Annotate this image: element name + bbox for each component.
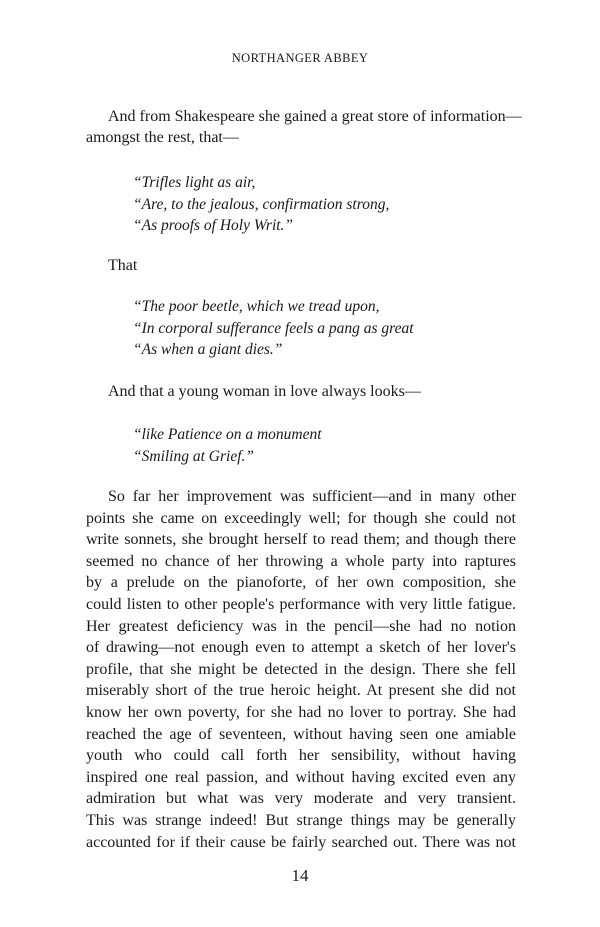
verse-quote-3 xyxy=(133,424,533,467)
verse-line: “Smiling at Grief.” xyxy=(133,447,255,465)
verse-quote-2 xyxy=(133,296,533,361)
running-head: NORTHANGER ABBEY xyxy=(231,51,369,65)
verse-quote-1 xyxy=(133,172,533,237)
love-line: And that a young woman in love always looks— xyxy=(108,383,421,400)
verse-line: “Are, to the jealous, confirmation strong, xyxy=(133,195,390,213)
paragraph-line: So far her improvement was sufficient—and in many other xyxy=(108,488,516,505)
verse-line: “As when a giant dies.” xyxy=(133,341,283,358)
intro-line: And from Shakespeare she gained a great store of information— xyxy=(108,108,522,125)
verse-line: “like Patience on a monument xyxy=(133,426,322,443)
paragraph-line: by a prelude on the pianoforte, of her own composition, she xyxy=(86,574,516,592)
verse-line: “In corporal sufferance feels a pang as great xyxy=(133,319,414,337)
intro-line: amongst the rest, that— xyxy=(86,129,239,147)
body-paragraph xyxy=(86,486,516,853)
paragraph-line: admiration but what was very moderate and very transient. xyxy=(86,790,516,808)
intro-paragraph xyxy=(86,106,522,149)
paragraph-line: profile, that she might be detected in the design. There she fell xyxy=(86,660,516,678)
that-paragraph xyxy=(86,255,516,276)
paragraph-line: miserably short of the true heroic height. At present she did not xyxy=(86,682,516,700)
paragraph-line: write sonnets, she brought herself to read them; and though there xyxy=(86,531,516,549)
paragraph-line: Her greatest deficiency was in the pencil—she had no notion xyxy=(86,617,516,635)
paragraph-line: inspired one real passion, and without having excited even any xyxy=(86,768,516,786)
that-line: That xyxy=(108,257,138,274)
verse-line: “Trifles light as air, xyxy=(133,174,256,191)
page-number: 14 xyxy=(291,866,309,885)
paragraph-line: accounted for if their cause be fairly searched out. There was not xyxy=(86,833,516,851)
paragraph-line: know her own poverty, for she had no lover to portray. She had xyxy=(86,703,516,721)
paragraph-line: reached the age of seventeen, without having seen one amiable xyxy=(86,725,516,743)
verse-line: “As proofs of Holy Writ.” xyxy=(133,217,294,234)
paragraph-line: This was strange indeed! But strange things may be generally xyxy=(86,811,516,829)
paragraph-line: of drawing—not enough even to attempt a sketch of her lover's xyxy=(86,639,516,657)
paragraph-line: could listen to other people's performance with very little fatigue. xyxy=(86,595,516,613)
verse-line: “The poor beetle, which we tread upon, xyxy=(133,298,380,315)
paragraph-line: youth who could call forth her sensibility, without having xyxy=(86,747,516,765)
paragraph-line: points she came on exceedingly well; for though she could not xyxy=(86,509,516,527)
paragraph-line: seemed no chance of her throwing a whole party into raptures xyxy=(86,552,516,570)
love-paragraph xyxy=(86,381,516,402)
